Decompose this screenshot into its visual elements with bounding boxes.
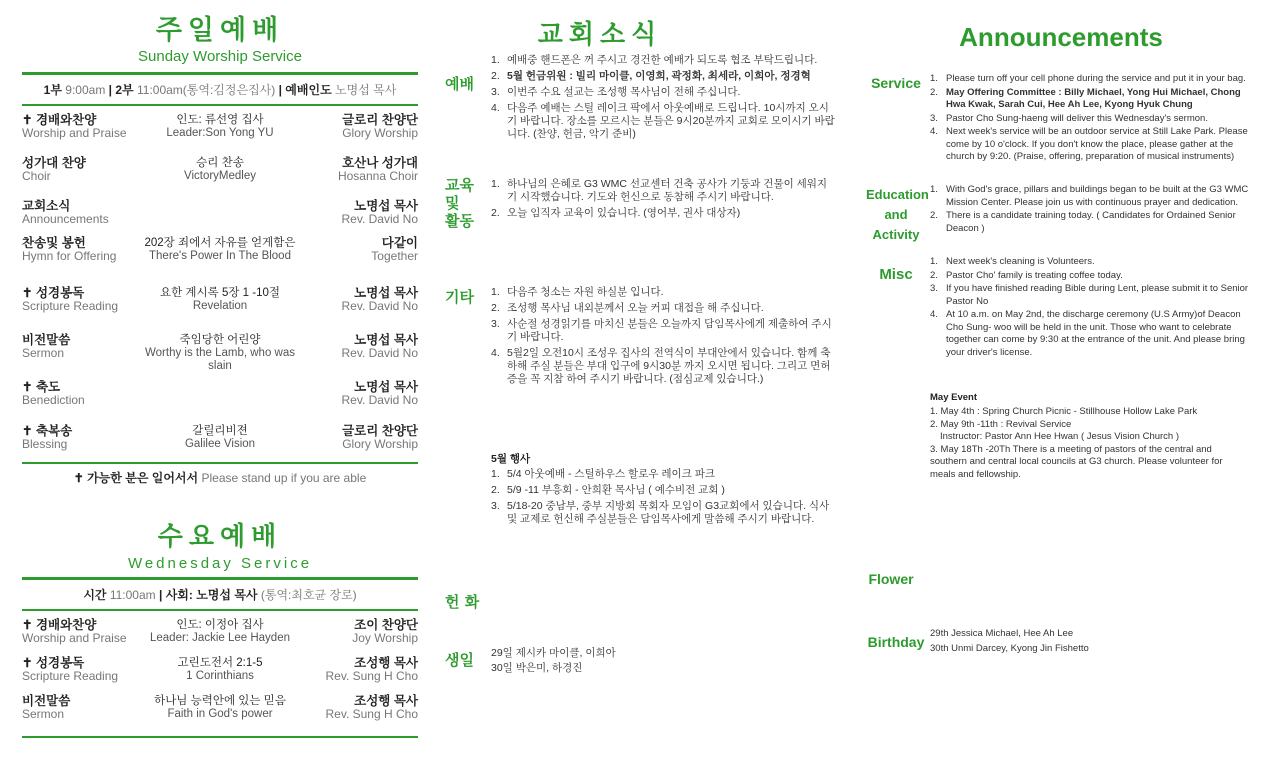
order-row [22, 286, 418, 333]
detail-ko: 202장 죄에서 자유를 얻게함은 [144, 237, 296, 249]
item-number: 2. [930, 86, 938, 98]
wednesday-order-list [22, 611, 418, 736]
order-item-leader [298, 694, 418, 721]
detail-en: Revelation [192, 300, 248, 312]
item-text: 이번주 수요 설교는 조성행 목사님이 전해 주십니다. [507, 86, 741, 98]
order-item-detail [142, 286, 298, 313]
detail-en: VictoryMedley [183, 170, 256, 182]
order-item-detail [142, 156, 298, 183]
item-text: 5/18-20 중남부, 중부 지방회 목회자 모임이 G3교회에서 있습니다. 식사및 교제로 헌신해 주실분들은 담임목사에게 말씀해 주시기 바랍니다. [507, 500, 830, 525]
order-item-name [22, 424, 142, 451]
list-item [930, 184, 1250, 209]
item-name-ko: ✝ 성경봉독 [22, 656, 85, 670]
item-number: 2. [930, 210, 938, 221]
may-event-item: 3. May 18Th -20Th There is a meeting of pastors of the central and southern and central local councils at G3 church. Please volunteer for meals and fellowship. [930, 443, 1223, 480]
education-news-list-en [930, 184, 1250, 236]
item-text: May Offering Committee : Billy Michael, Yong Hui Michael, Chong Hwa Kwak, Sarah Cui, Hee Ah Lee, Kyong Hyuk Chung [946, 86, 1241, 110]
list-item [491, 302, 836, 315]
birthday-line: 29th Jessica Michael, Hee Ah Lee [930, 628, 1074, 639]
leader-ko: 조성행 목사 [354, 656, 418, 670]
item-text: Please turn off your cell phone during the service and put it in your bag. [946, 73, 1246, 84]
order-item-leader [298, 113, 418, 140]
order-row [22, 333, 418, 380]
detail-en: There's Power In The Blood [149, 250, 291, 262]
leader-ko: 노명섭 목사 [354, 333, 418, 347]
english-news-column [866, 14, 1266, 754]
misc-news-list-en [930, 256, 1250, 360]
item-text: 5/9 -11 부흥회 - 안희환 목사님 ( 예수비전 교회 ) [507, 484, 725, 496]
order-item-name [22, 199, 142, 226]
item-name-en: Hymn for Offering [22, 249, 117, 263]
list-item [930, 283, 1250, 308]
translator: (통역:최호균 장로) [260, 588, 357, 602]
order-item-detail [142, 113, 298, 140]
item-text: 5월2일 오전10시 조성우 집사의 전역식이 부대안에서 있습니다. 함께 축하해 주실 분들은 부대 입구에 9시30분 까지 오시면 됩니다. 그리고 면허증을 꼭 지참 하여 주시기 바랍니다. (점심교제 있습니다.) [507, 347, 831, 385]
order-item-leader [298, 286, 418, 313]
item-text: There is a candidate training today. ( Candidates for Ordained Senior Deacon ) [946, 210, 1236, 234]
leader-en: Rev. David No [341, 212, 418, 226]
order-row [22, 694, 418, 736]
item-name-en: Worship and Praise [22, 126, 127, 140]
sunday-subtitle: Sunday Worship Service [138, 48, 302, 65]
item-name-en: Blessing [22, 437, 68, 451]
leader-ko: 노명섭 목사 [354, 199, 418, 213]
item-text: With God's grace, pillars and buildings began to be built at the G3 WMC Mission Center. Please join us with continuous prayer and dedication. [946, 184, 1249, 208]
item-name-ko: 찬송및 봉헌 [22, 236, 86, 250]
stand-note-en: Please stand up if you are able [201, 471, 367, 485]
birthday-list-en [930, 626, 1089, 656]
item-number: 1. [491, 286, 500, 298]
time-label: 시간 [83, 588, 107, 602]
list-item [491, 178, 836, 204]
item-number: 1. [930, 256, 938, 267]
worship-label: 예배 [445, 75, 474, 93]
item-number: 3. [491, 500, 500, 512]
item-number: 4. [930, 309, 938, 320]
birthday-list [491, 646, 616, 676]
birthday-line: 30th Unmi Darcey, Kyong Jin Fishetto [930, 643, 1089, 654]
item-text: 다음주 예배는 스틸 레이크 팍에서 아웃예배로 드립니다. 10시까지 오시기 바랍니다. 장소를 모르시는 분들은 9시20분까지 교회로 모이시기 바랍니다. (찬양, 헌금, 악기 준비) [507, 102, 835, 140]
may-event-title-en: May Event [930, 392, 977, 403]
leader-ko: 조성행 목사 [354, 694, 418, 708]
leader-en: Glory Worship [342, 437, 418, 451]
service-label: Service [871, 75, 921, 91]
leader-en: Rev. David No [341, 393, 418, 407]
may-event-title: 5월 행사 [491, 453, 531, 465]
order-item-name [22, 286, 142, 313]
item-number: 3. [930, 283, 938, 294]
item-name-ko: 비전말씀 [22, 694, 71, 708]
list-item [491, 500, 836, 526]
order-row [22, 380, 418, 424]
item-text: 다음주 청소는 자원 하실분 입니다. [507, 286, 664, 298]
leader-ko: 글로리 찬양단 [342, 424, 418, 438]
list-item [930, 270, 1250, 283]
detail-en: Galilee Vision [184, 438, 256, 450]
sunday-title: 주일예배 [155, 15, 285, 46]
order-row [22, 156, 418, 199]
item-text: Next week's service will be an outdoor service at Still Lake Park. Please come by 10 o'clock. If you don't know the place, please gather at the church by 9:20. (Praise, offering, preparation of musical instruments) [946, 126, 1248, 162]
item-number: 1. [491, 468, 500, 480]
item-text: 5월 헌금위원 : 빌리 마이클, 이영희, 곽정화, 최세라, 이희아, 정경혁 [507, 70, 811, 82]
list-item [491, 318, 836, 344]
birthday-label: 생일 [445, 651, 474, 669]
stand-note-ko: ✝ 가능한 분은 일어서서 [73, 471, 199, 485]
may-event-item: 2. May 9th -11th : Revival Service [930, 418, 1072, 430]
order-item-leader [298, 236, 418, 263]
item-number: 1. [491, 178, 500, 190]
item-text: 오늘 임직자 교육이 있습니다. (영어부, 권사 대상자) [507, 207, 741, 219]
leader-label: | 예배인도 [278, 83, 332, 97]
item-text: Next week's cleaning is Volunteers. [946, 256, 1095, 267]
item-number: 1. [930, 184, 938, 195]
item-text: 사순절 성경읽기를 마치신 분들은 오늘까지 담임목사에게 제출하여 주시기 바랍니다. [507, 318, 832, 343]
list-item [930, 113, 1250, 126]
education-label: 교육 및 활동 [445, 176, 474, 230]
host-label: | 사회: 노명섭 목사 [159, 588, 258, 602]
item-number: 2. [491, 70, 500, 82]
item-name-ko: 비전말씀 [22, 333, 71, 347]
flower-label-en: Flower [868, 571, 914, 587]
item-number: 2. [930, 269, 938, 281]
item-name-en: Announcements [22, 212, 109, 226]
item-number: 2. [491, 302, 500, 314]
may-event-list-en [930, 406, 1250, 481]
leader-en: Rev. Sung H Cho [325, 669, 418, 683]
item-text: 5/4 아웃예배 - 스틸하우스 할로우 레이크 파크 [507, 468, 716, 480]
detail-ko: 인도: 류선영 집사 [176, 114, 264, 126]
order-row [22, 656, 418, 694]
detail-ko: 하나님 능력안에 있는 믿음 [154, 695, 286, 707]
order-item-detail [142, 656, 298, 683]
order-row [22, 199, 418, 236]
list-item [930, 309, 1250, 359]
wednesday-time: 11:00am [109, 588, 156, 602]
detail-en: Leader: Jackie Lee Hayden [149, 632, 290, 644]
order-row [22, 236, 418, 286]
list-item [491, 102, 836, 141]
misc-label-en: Misc [879, 266, 913, 283]
item-text: 조성행 목사님 내외분께서 오늘 커피 대접을 해 주십니다. [507, 302, 764, 314]
education-news-list [491, 178, 836, 223]
detail-ko: 요한 계시록 5장 1 -10절 [160, 287, 280, 299]
order-item-leader [298, 333, 418, 360]
item-name-ko: 성가대 찬양 [22, 156, 86, 170]
item-text: At 10 a.m. on May 2nd, the discharge ceremony (U.S Army)of Deacon Cho Sung- woo will be held in the unit. Those who want to celebrate together can come by 9:30 at the entrance of the unit. And please bring your driver's license. [946, 309, 1245, 358]
service1-time: 9:00am [65, 83, 106, 97]
order-item-detail [142, 618, 298, 645]
order-item-name [22, 236, 142, 263]
item-text: Pastor Cho Sung-haeng will deliver this Wednesday's sermon. [946, 112, 1208, 124]
order-item-leader [298, 156, 418, 183]
order-row [22, 618, 418, 656]
sunday-info-line [22, 75, 418, 104]
item-number: 1. [491, 54, 500, 66]
item-name-ko: ✝ 성경봉독 [22, 286, 85, 300]
leader-en: Together [371, 249, 418, 263]
misc-news-list [491, 286, 836, 389]
service2-label: | 2부 [108, 83, 134, 97]
leader-ko: 조이 찬양단 [354, 618, 418, 632]
worship-column [22, 14, 418, 738]
item-name-en: Scripture Reading [22, 669, 119, 683]
leader-ko: 노명섭 목사 [354, 380, 418, 394]
detail-ko: 승리 찬송 [196, 157, 244, 169]
detail-ko: 죽임당한 어린양 [179, 334, 261, 346]
order-item-detail [142, 333, 298, 373]
korean-news-title: 교회소식 [537, 20, 663, 50]
leader-ko: 글로리 찬양단 [342, 113, 418, 127]
order-item-name [22, 333, 142, 360]
service2-time: 11:00am(통역:김정은집사) [136, 83, 276, 97]
item-number: 3. [491, 86, 500, 98]
list-item [930, 126, 1250, 164]
item-number: 2. [491, 484, 500, 496]
misc-label: 기타 [445, 288, 474, 306]
detail-en: 1 Corinthians [186, 670, 254, 682]
item-number: 1. [930, 73, 938, 84]
list-item [491, 207, 836, 220]
korean-news-column [445, 14, 845, 754]
list-item [491, 468, 836, 481]
order-item-name [22, 156, 142, 183]
wednesday-subtitle: Wednesday Service [127, 555, 313, 572]
order-item-name [22, 694, 142, 721]
item-name-ko: 교회소식 [22, 199, 71, 213]
order-item-name [22, 380, 142, 407]
item-name-ko: ✝ 축도 [22, 380, 61, 394]
detail-ko: 갈릴리비젼 [192, 425, 248, 437]
order-item-leader [298, 618, 418, 645]
service-news-list [930, 73, 1250, 165]
leader-name: 노명섭 목사 [335, 83, 397, 97]
item-text: 하나님의 은혜로 G3 WMC 선교센터 건축 공사가 기둥과 건물이 세워지기 시작했습니다. 기도와 헌신으로 동참해 주시기 바랍니다. [507, 178, 828, 203]
leader-en: Glory Worship [342, 126, 418, 140]
item-name-ko: ✝ 축복송 [22, 424, 73, 438]
detail-ko: 고린도전서 2:1-5 [177, 657, 263, 669]
leader-en: Joy Worship [352, 631, 418, 645]
item-name-en: Benediction [22, 393, 85, 407]
item-number: 4. [491, 347, 500, 359]
item-name-ko: ✝ 경배와찬양 [22, 618, 97, 632]
order-item-name [22, 618, 142, 645]
list-item [930, 256, 1250, 269]
list-item [491, 54, 836, 67]
item-number: 2. [491, 207, 500, 219]
order-row [22, 113, 418, 156]
list-item [491, 484, 836, 497]
item-text: 예배중 핸드폰은 꺼 주시고 경건한 예배가 되도록 협조 부탁드립니다. [507, 54, 818, 66]
wednesday-info-line [22, 580, 418, 609]
item-name-ko: ✝ 경배와찬양 [22, 113, 97, 127]
order-row [22, 424, 418, 460]
order-item-name [22, 113, 142, 140]
announcements-title: Announcements [959, 22, 1163, 52]
service1-label: 1부 [43, 83, 62, 97]
detail-en: Worthy is the Lamb, who was slain [145, 347, 295, 372]
item-name-en: Worship and Praise [22, 631, 127, 645]
birthday-label-en: Birthday [867, 634, 925, 650]
order-item-detail [142, 694, 298, 721]
may-event-item: Instructor: Pastor Ann Hee Hwan ( Jesus Vision Church ) [940, 431, 1180, 442]
list-item [491, 347, 836, 386]
leader-ko: 호산나 성가대 [342, 156, 418, 170]
list-item [491, 286, 836, 299]
detail-en: Faith in God's power [167, 708, 273, 720]
leader-en: Rev. Sung H Cho [325, 707, 418, 721]
item-text: If you have finished reading Bible during Lent, please submit it to Senior Pastor No [946, 283, 1249, 307]
item-number: 3. [491, 318, 500, 330]
item-name-en: Sermon [22, 346, 65, 360]
sunday-order-list [22, 106, 418, 460]
list-item [930, 87, 1250, 112]
wednesday-title: 수요예배 [157, 522, 283, 552]
order-item-detail [142, 236, 298, 263]
leader-ko: 다같이 [381, 236, 418, 250]
detail-en: Leader:Son Yong YU [166, 127, 274, 139]
order-item-leader [298, 656, 418, 683]
item-number: 4. [930, 126, 938, 137]
item-name-en: Scripture Reading [22, 299, 119, 313]
leader-en: Hosanna Choir [337, 169, 418, 183]
list-item [930, 210, 1250, 235]
order-item-detail [142, 424, 298, 451]
item-name-en: Sermon [22, 707, 65, 721]
item-text: Pastor Cho' family is treating coffee today. [946, 269, 1123, 281]
education-activity-label: Education and Activity [866, 187, 929, 242]
order-item-leader [298, 380, 418, 407]
stand-note [22, 464, 418, 486]
item-number: 3. [930, 112, 938, 124]
list-item [930, 73, 1250, 86]
list-item [491, 86, 836, 99]
worship-news-list [491, 54, 836, 144]
list-item [491, 70, 836, 83]
leader-en: Rev. David No [341, 299, 418, 313]
birthday-line: 30일 박은미, 하경진 [491, 662, 583, 674]
flower-label: 헌 화 [445, 593, 480, 611]
divider [22, 736, 418, 738]
detail-ko: 인도: 이정아 집사 [176, 619, 264, 631]
order-item-name [22, 656, 142, 683]
item-number: 4. [491, 102, 500, 114]
item-name-en: Choir [22, 169, 51, 183]
birthday-line: 29일 제시카 마이클, 이희아 [491, 647, 616, 659]
order-item-leader [298, 424, 418, 451]
order-item-leader [298, 199, 418, 226]
may-event-list [491, 468, 836, 529]
leader-ko: 노명섭 목사 [354, 286, 418, 300]
may-event-item: 1. May 4th : Spring Church Picnic - Stillhouse Hollow Lake Park [930, 406, 1198, 417]
leader-en: Rev. David No [341, 346, 418, 360]
